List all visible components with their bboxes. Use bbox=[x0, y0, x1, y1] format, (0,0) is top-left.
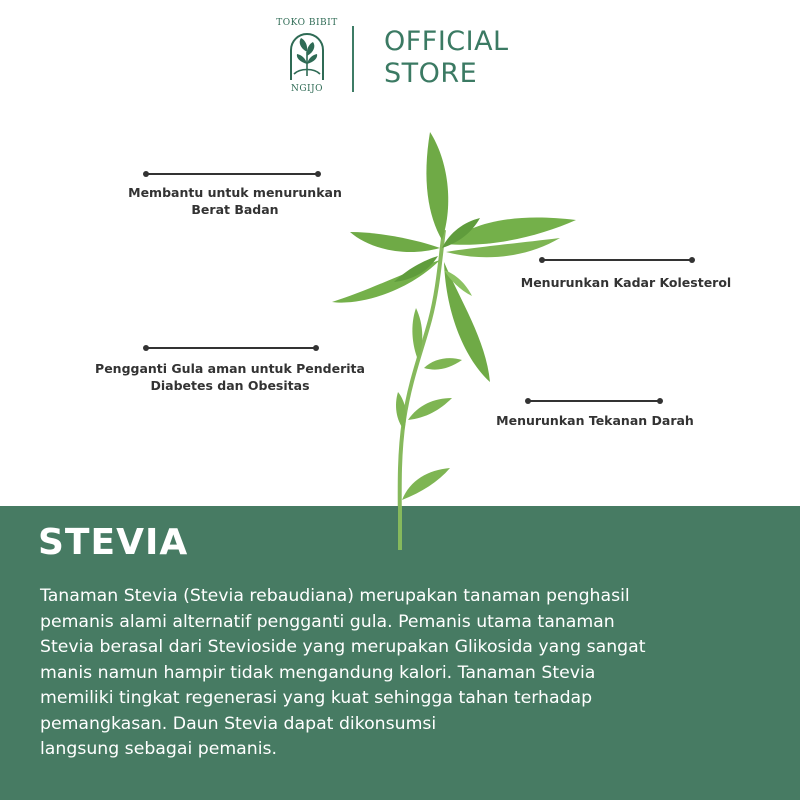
callout-text: Menurunkan Kadar Kolesterol bbox=[520, 275, 732, 290]
callout-berat-badan bbox=[120, 170, 350, 220]
description-line: memiliki tingkat regenerasi yang kuat sehingga tahan terhadap bbox=[40, 688, 593, 708]
callout-text-line-1: Membantu untuk menurunkan bbox=[128, 185, 342, 200]
description-panel bbox=[0, 506, 800, 800]
callout-text-line-2: Berat Badan bbox=[191, 202, 279, 217]
callout-kolesterol bbox=[516, 256, 736, 296]
store-line-1: OFFICIAL bbox=[384, 26, 509, 57]
callout-pengganti-gula bbox=[92, 344, 368, 394]
description-line: manis namun hampir tidak mengandung kalori. Tanaman Stevia bbox=[40, 662, 596, 683]
callout-line bbox=[542, 259, 692, 261]
store-line-2: STORE bbox=[384, 58, 478, 89]
official-store-label bbox=[384, 26, 509, 90]
callout-text-line-1: Pengganti Gula aman untuk Penderita bbox=[95, 361, 365, 376]
description-line: Tanaman Stevia (Stevia rebaudiana) merupakan tanaman penghasil bbox=[40, 586, 630, 606]
logo-top-text: TOKO BIBIT bbox=[276, 18, 338, 28]
header bbox=[0, 0, 800, 110]
callout-tekanan-darah bbox=[492, 397, 698, 437]
callout-text bbox=[92, 360, 368, 394]
callout-line bbox=[528, 400, 660, 402]
description-line: langsung sebagai pemanis. bbox=[40, 739, 278, 759]
callout-text bbox=[120, 184, 350, 218]
callout-text-line-2: Diabetes dan Obesitas bbox=[150, 378, 310, 393]
product-title: STEVIA bbox=[38, 522, 189, 563]
callout-line bbox=[146, 173, 318, 175]
product-description bbox=[40, 584, 780, 763]
description-line: Stevia berasal dari Stevioside yang merupakan Glikosida yang sangat bbox=[40, 637, 646, 657]
store-logo[interactable] bbox=[276, 18, 338, 100]
description-line: pemangkasan. Daun Stevia dapat dikonsumsi bbox=[40, 713, 437, 734]
callout-line bbox=[146, 347, 316, 349]
plant-leaf-icon bbox=[288, 30, 326, 82]
header-divider bbox=[352, 26, 354, 92]
callout-text: Menurunkan Tekanan Darah bbox=[496, 413, 694, 428]
description-line: pemanis alami alternatif pengganti gula. Pemanis utama tanaman bbox=[40, 611, 615, 632]
logo-bottom-text: NGIJO bbox=[290, 84, 324, 94]
